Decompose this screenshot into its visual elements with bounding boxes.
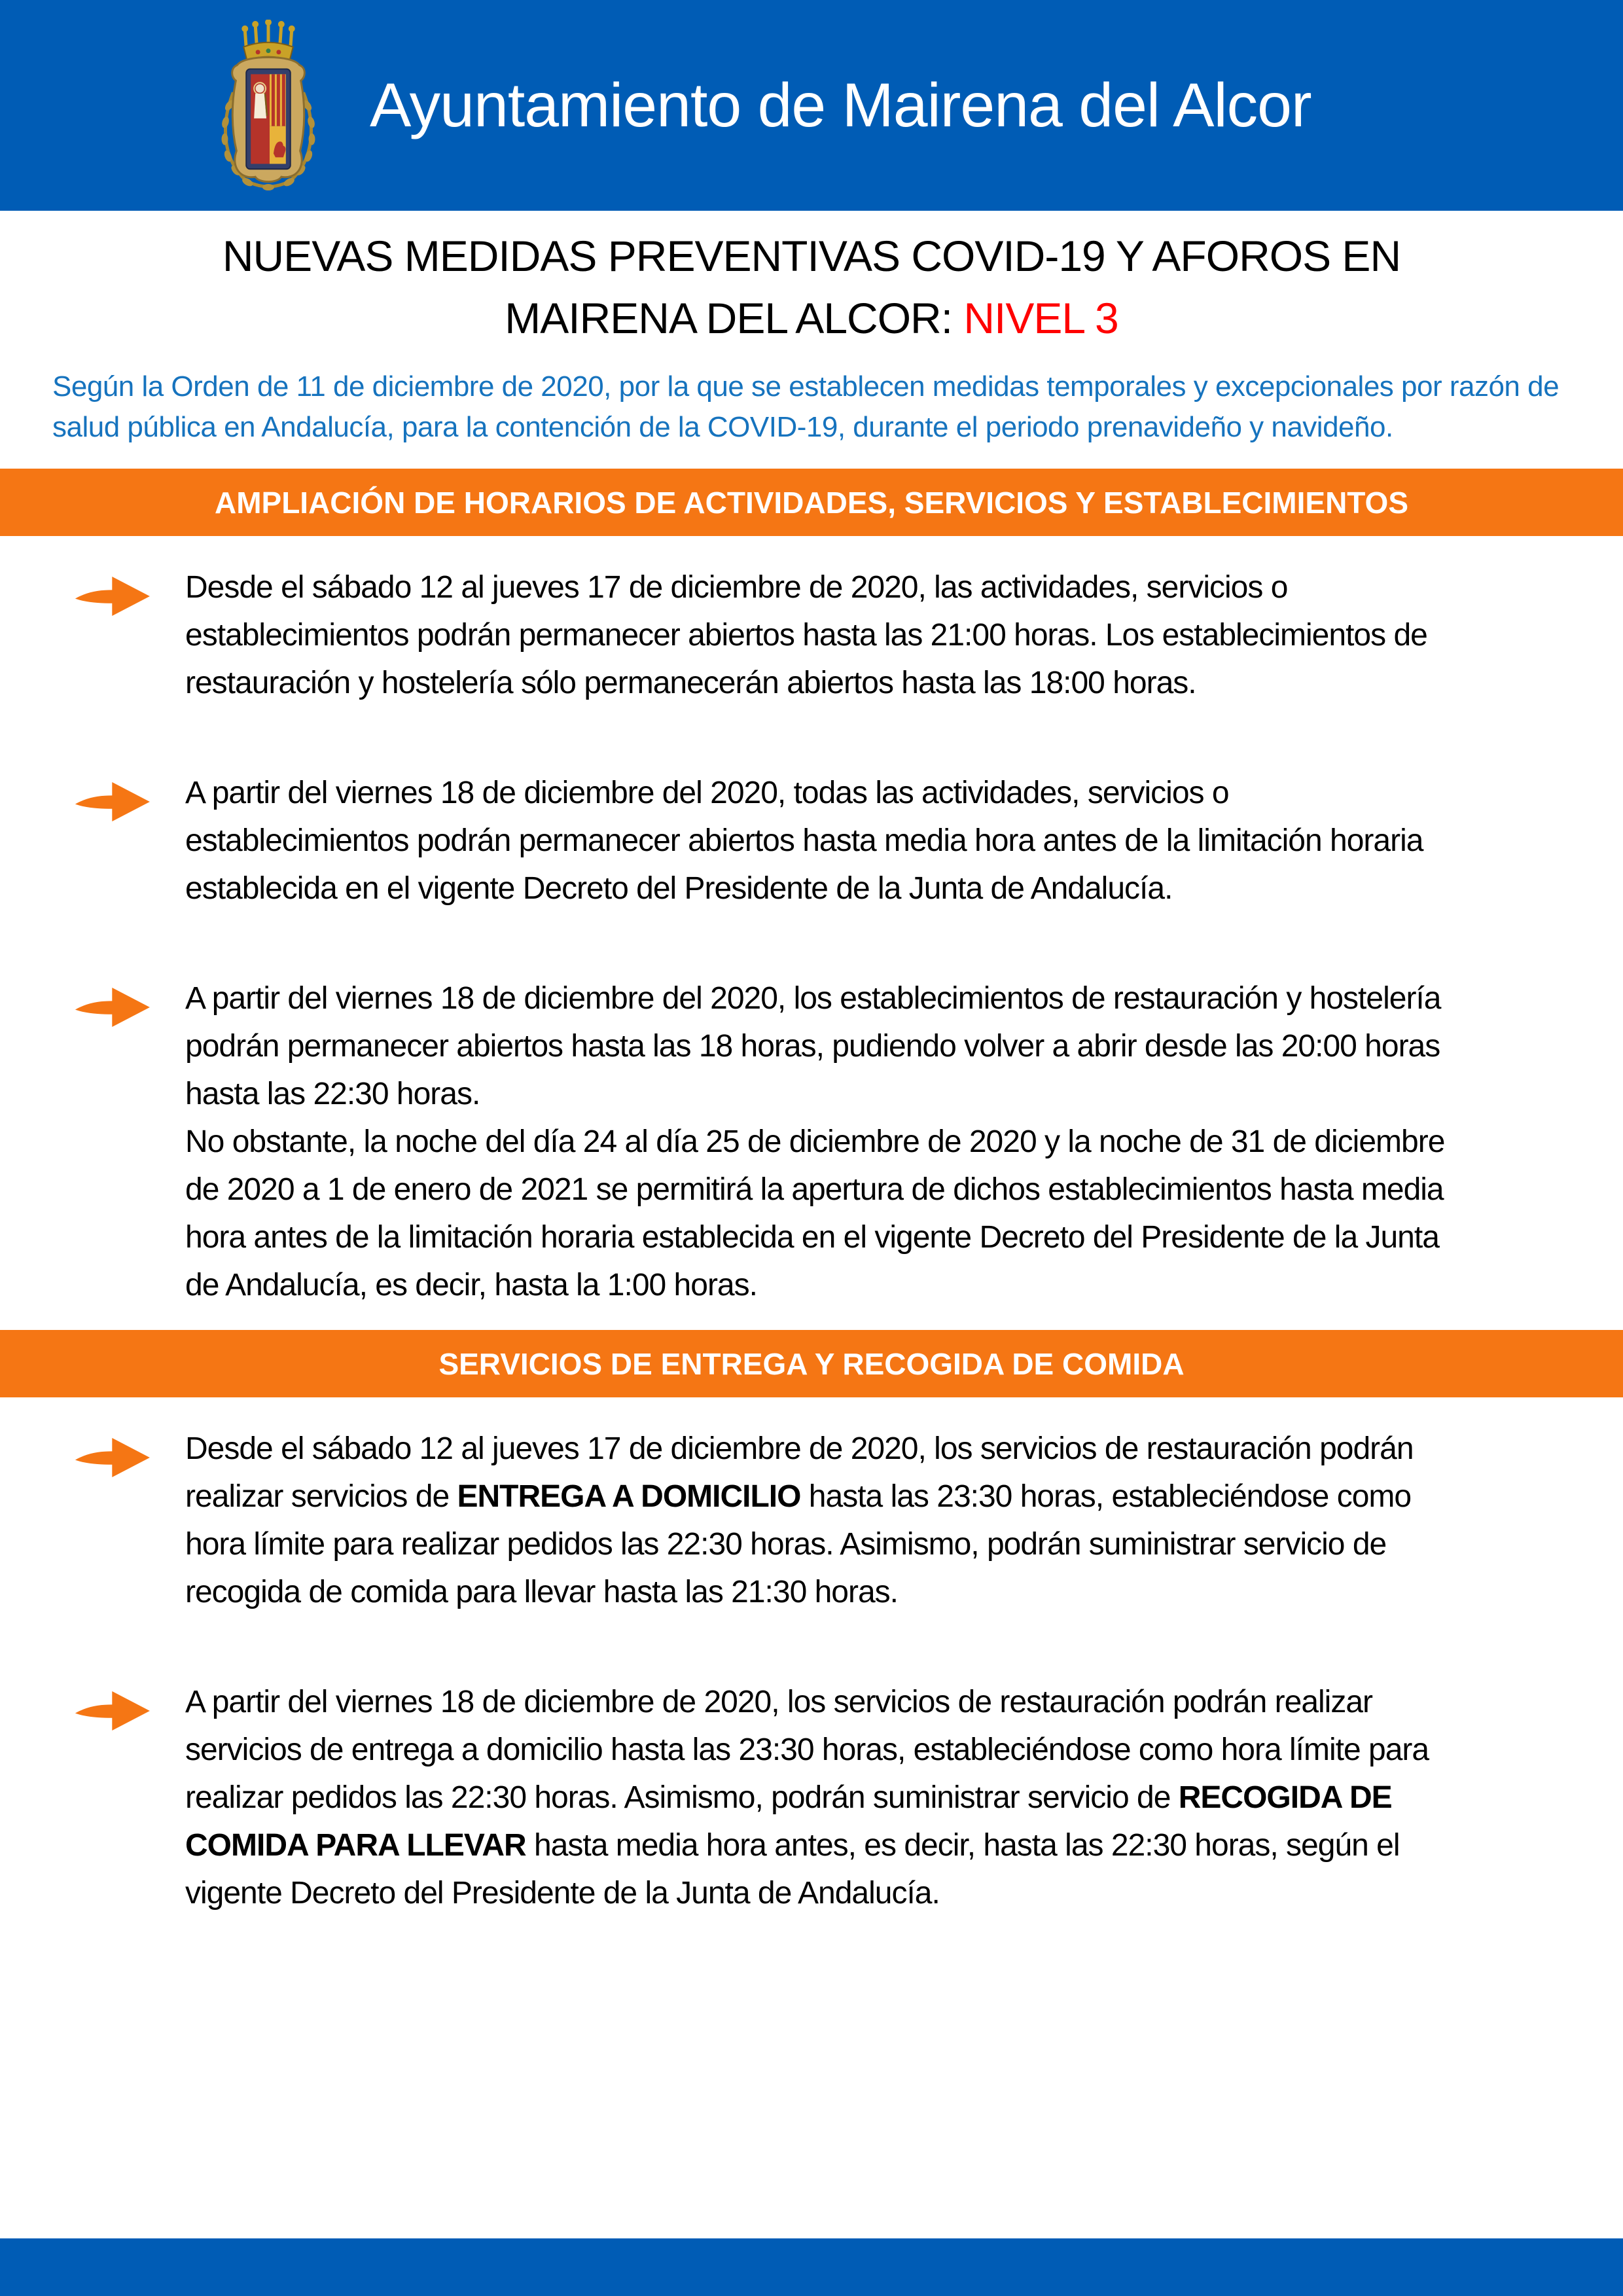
bullet-item xyxy=(72,1678,1459,1917)
bullet-text: A partir del viernes 18 de diciembre del 2020, todas las actividades, servicios o establecimientos podrán permanecer abiertos hasta media hora antes de la limitación horaria establecida en el vigente Decreto del Presidente de la Junta de Andalucía. xyxy=(185,776,1423,906)
bullet-item xyxy=(72,1425,1459,1616)
main-title-line2: MAIRENA DEL ALCOR: xyxy=(505,294,964,342)
bullet-text: Desde el sábado 12 al jueves 17 de diciembre de 2020, las actividades, servicios o establecimientos podrán permanecer abiertos hasta las 21:00 horas. Los establecimientos de restauración y hostelería sólo permanecerán abiertos hasta las 18:00 horas. xyxy=(185,570,1427,700)
bullet-item xyxy=(72,975,1459,1309)
bullet-text: Desde el sábado 12 al jueves 17 de diciembre de 2020, los servicios de restauración podrán realizar servicios de ENTREGA A DOMICILIO hasta las 23:30 horas, estableciéndose como hora límite para realizar pedidos las 22:30 horas. Asimismo, podrán suministrar servicio de recogida de comida para llevar hasta las 21:30 horas. xyxy=(185,1431,1414,1609)
arrow-right-icon xyxy=(72,1434,154,1481)
header-bar xyxy=(0,0,1623,211)
section-banner xyxy=(0,1330,1623,1397)
footer-bar xyxy=(0,2238,1623,2296)
nivel-3-highlight: NIVEL 3 xyxy=(963,294,1118,342)
coat-of-arms-logo xyxy=(203,20,334,195)
bullet-text: A partir del viernes 18 de diciembre del 2020, los establecimientos de restauración y hostelería podrán permanecer abiertos hasta las 18 horas, pudiendo volver a abrir desde las 20:00 horas hasta las 22:30 horas. No obstante, la noche del día 24 al día 25 de diciembre de 2020 y la noche de 31 de diciembre de 2020 a 1 de enero de 2021 se permitirá la apertura de dichos establecimientos hasta media hora antes de la limitación horaria establecida en el vigente Decreto del Presidente de la Junta de Andalucía, es decir, hasta la 1:00 horas. xyxy=(185,981,1445,1302)
bullet-item xyxy=(72,564,1459,707)
section-banner-label: AMPLIACIÓN DE HORARIOS DE ACTIVIDADES, SERVICIOS Y ESTABLECIMIENTOS xyxy=(214,485,1409,520)
section-banner xyxy=(0,469,1623,536)
arrow-right-icon xyxy=(72,984,154,1031)
arrow-right-icon xyxy=(72,573,154,620)
title-block xyxy=(0,225,1623,448)
main-title xyxy=(0,225,1623,350)
arrow-right-icon xyxy=(72,1687,154,1734)
arrow-right-icon xyxy=(72,778,154,825)
sections-container xyxy=(0,448,1623,1917)
bullet-item xyxy=(72,769,1459,912)
intro-paragraph: Según la Orden de 11 de diciembre de 2020, por la que se establecen medidas temporales y excepcionales por razón de salud pública en Andalucía, para la contención de la COVID-19, durante el periodo prenavideño y navideño. xyxy=(52,370,1560,443)
section-banner-label: SERVICIOS DE ENTREGA Y RECOGIDA DE COMIDA xyxy=(438,1346,1185,1381)
org-title: Ayuntamiento de Mairena del Alcor xyxy=(370,70,1311,140)
bullet-text: A partir del viernes 18 de diciembre de 2020, los servicios de restauración podrán realizar servicios de entrega a domicilio hasta las 23:30 horas, estableciéndose como hora límite para realizar pedidos las 22:30 horas. Asimismo, podrán suministrar servicio de RECOGIDA DE COMIDA PARA LLEVAR hasta media hora antes, es decir, hasta las 22:30 horas, según el vigente Decreto del Presidente de la Junta de Andalucía. xyxy=(185,1685,1429,1910)
main-title-line1: NUEVAS MEDIDAS PREVENTIVAS COVID-19 Y AFOROS EN xyxy=(222,232,1401,280)
